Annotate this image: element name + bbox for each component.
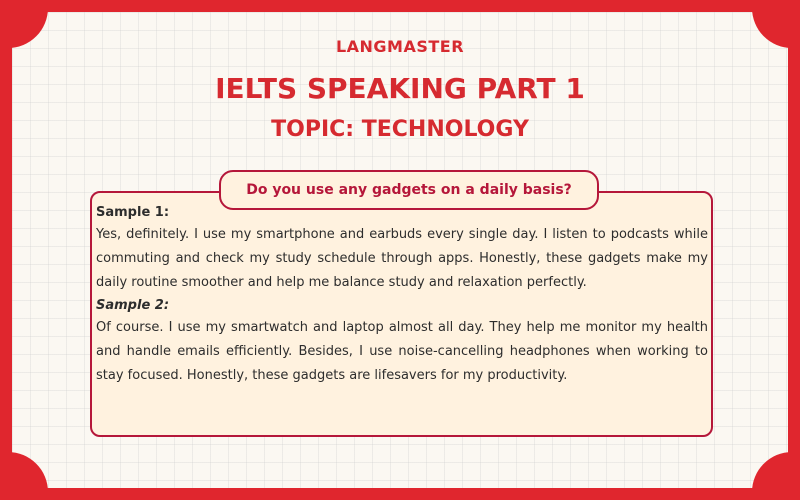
sample-answers	[96, 202, 708, 388]
sample-2-text: Of course. I use my smartwatch and laptop almost all day. They help me monitor my health and handle emails efficiently. Besides, I use noise-cancelling headphones when working to stay focused. Honestly, these gadgets are lifesavers for my productivity.	[96, 320, 708, 383]
sample-1-text: Yes, definitely. I use my smartphone and earbuds every single day. I listen to podcasts while commuting and check my study schedule through apps. Honestly, these gadgets make my daily routine smoother and help me balance study and relaxation perfectly.	[96, 227, 708, 290]
sample-1-label: Sample 1:	[96, 205, 170, 220]
topic-heading: TOPIC: TECHNOLOGY	[271, 117, 529, 142]
sample-2-label: Sample 2:	[96, 298, 170, 313]
question-text: Do you use any gadgets on a daily basis?	[246, 182, 572, 198]
brand-logo: LANGMASTER	[335, 37, 465, 56]
page-title: IELTS SPEAKING PART 1	[215, 72, 585, 105]
